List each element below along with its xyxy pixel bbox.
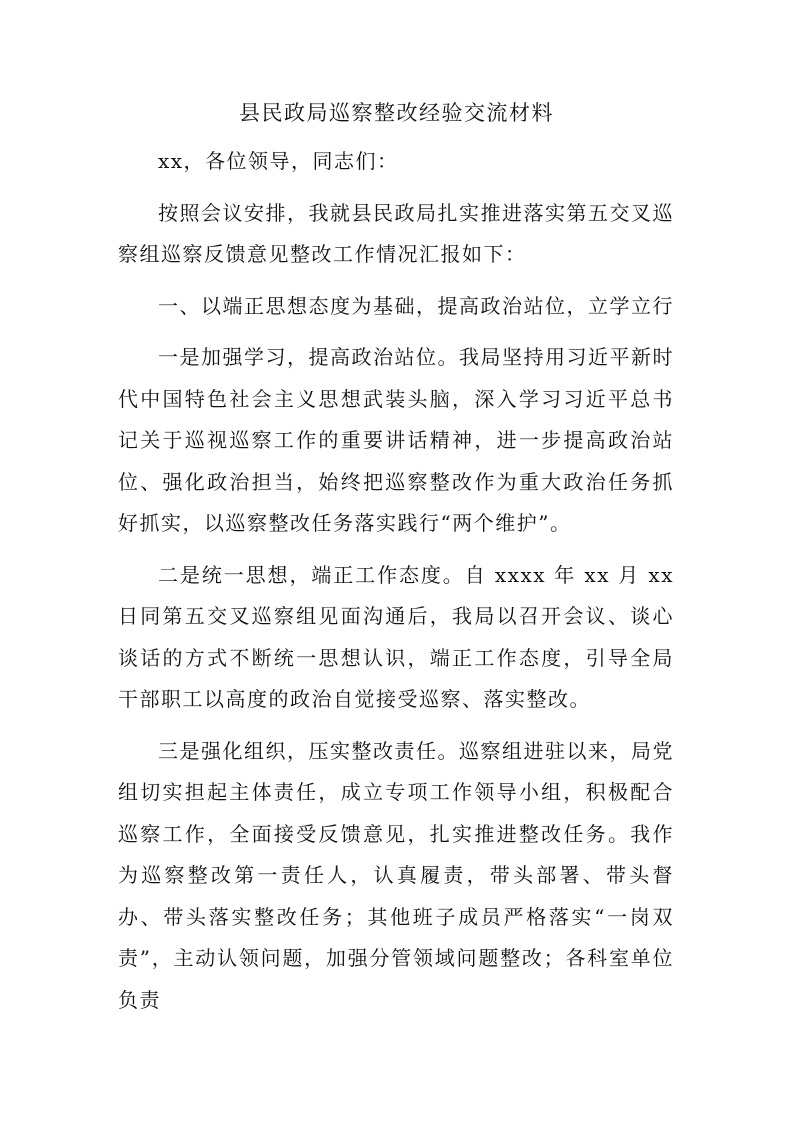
paragraph-1: 一是加强学习，提高政治站位。我局坚持用习近平新时代中国特色社会主义思想武装头脑，深入学习习近平总书记关于巡视巡察工作的重要讲话精神，进一步提高政治站位、强化政治担当，始终把巡察整改作为重大政治任务抓好抓实，以巡察整改任务落实践行“两个维护”。	[118, 345, 674, 535]
paragraph-3: 三是强化组织，压实整改责任。巡察组进驻以来，局党组切实担起主体责任，成立专项工作领导小组，积极配合巡察工作，全面接受反馈意见，扎实推进整改任务。我作为巡察整改第一责任人，认真履责，带头部署、带头督办、带头落实整改任务；其他班子成员严格落实“一岗双责”，主动认领问题，加强分管领域问题整改；各科室单位负责	[118, 738, 674, 1012]
paragraph-2: 二是统一思想，端正工作态度。自 xxxx 年 xx 月 xx 日同第五交叉巡察组见面沟通后，我局以召开会议、谈心谈话的方式不断统一思想认识，端正工作态度，引导全局干部职工以高度的政治自觉接受巡察、落实整改。	[118, 562, 674, 711]
paragraph-intro: 按照会议安排，我就县民政局扎实推进落实第五交叉巡察组巡察反馈意见整改工作情况汇报如下：	[118, 200, 674, 266]
document-body	[118, 141, 674, 1031]
document-title: 县民政局巡察整改经验交流材料	[239, 101, 554, 125]
salutation: xx，各位领导，同志们：	[158, 149, 399, 173]
section-heading-1: 一、以端正思想态度为基础，提高政治站位，立学立行	[158, 293, 674, 318]
